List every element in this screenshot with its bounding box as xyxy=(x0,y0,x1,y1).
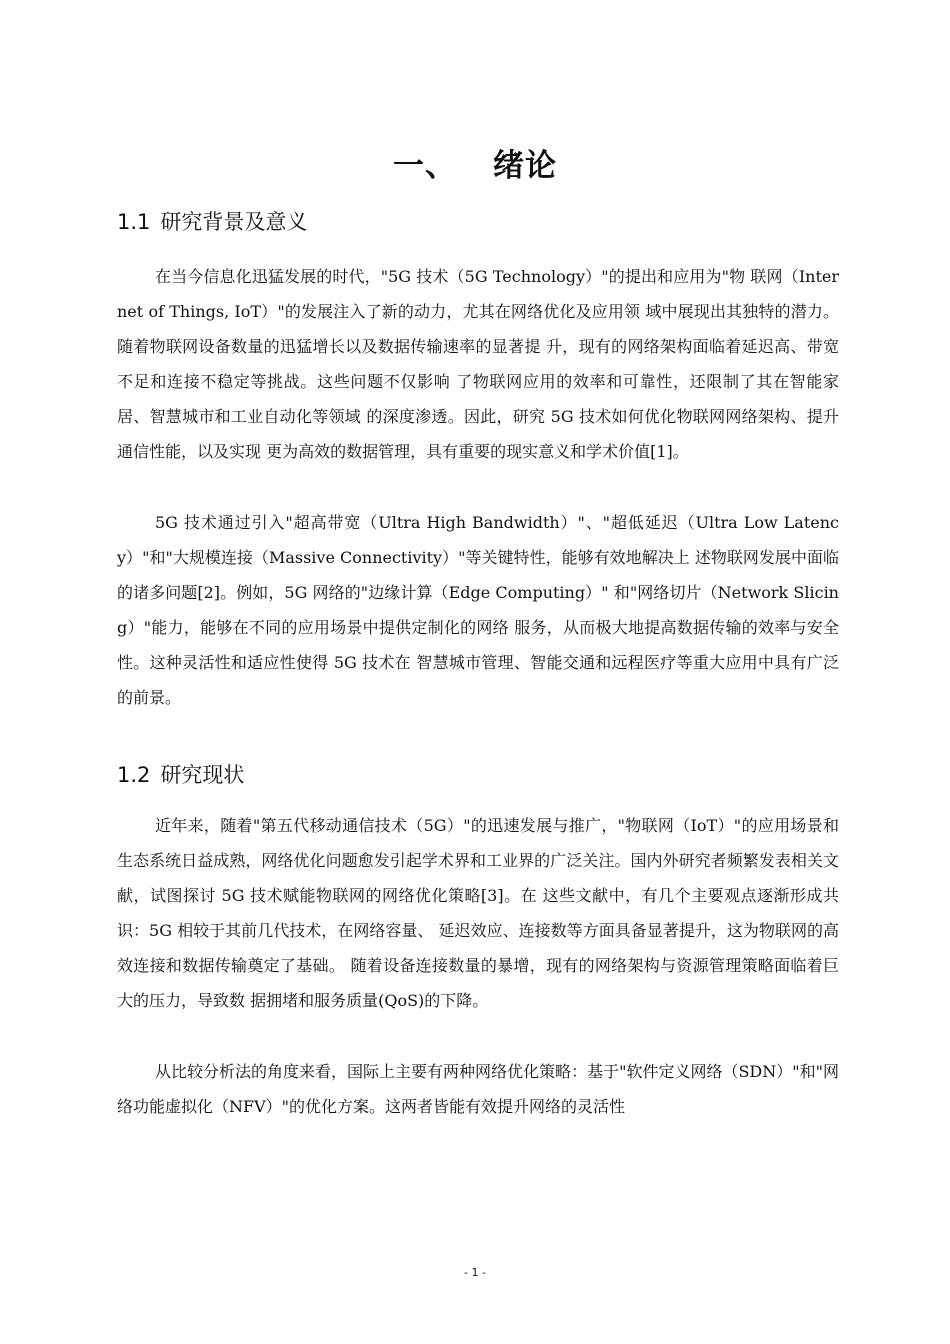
section-heading-1-2 xyxy=(117,759,244,789)
section-number: 1.1 xyxy=(117,210,151,234)
paragraph: 在当今信息化迅猛发展的时代，"5G 技术（5G Technology）"的提出和应用为"物 联网（Internet of Things, IoT）"的发展注入了新的动力，尤其在网络优化及应用领 域中展现出其独特的潜力。随着物联网设备数量的迅猛增长以及数据传输速率的显著提 升，现有的网络架构面临着延迟高、带宽不足和连接不稳定等挑战。这些问题不仅影响 了物联网应用的效率和可靠性，还限制了其在智能家居、智慧城市和工业自动化等领域 的深度渗透。因此，研究 5G 技术如何优化物联网网络架构、提升通信性能，以及实现 更为高效的数据管理，具有重要的现实意义和学术价值[1]。 xyxy=(117,267,839,461)
paragraph: 近年来，随着"第五代移动通信技术（5G）"的迅速发展与推广，"物联网（IoT）"的应用场景和生态系统日益成熟，网络优化问题愈发引起学术界和工业界的广泛关注。国内外研究者频繁发表相关文献，试图探讨 5G 技术赋能物联网的网络优化策略[3]。在 这些文献中，有几个主要观点逐渐形成共识：5G 相较于其前几代技术，在网络容量、 延迟效应、连接数等方面具备显著提升，这为物联网的高效连接和数据传输奠定了基础。 随着设备连接数量的暴增，现有的网络架构与资源管理策略面临着巨大的压力，导致数 据拥堵和服务质量(QoS)的下降。 xyxy=(117,816,839,1010)
chapter-title-text: 绪论 xyxy=(493,148,557,184)
section-heading-1-1 xyxy=(117,206,307,236)
page-number: - 1 - xyxy=(464,1266,486,1279)
section-title: 研究现状 xyxy=(160,763,245,787)
chapter-number: 一、 xyxy=(393,148,457,184)
chapter-title xyxy=(0,140,950,185)
paragraph: 从比较分析法的角度来看，国际上主要有两种网络优化策略：基于"软件定义网络（SDN）"和"网络功能虚拟化（NFV）"的优化方案。这两者皆能有效提升网络的灵活性 xyxy=(117,1062,839,1116)
section-title: 研究背景及意义 xyxy=(160,210,308,234)
section-number: 1.2 xyxy=(117,763,151,787)
paragraph: 5G 技术通过引入"超高带宽（Ultra High Bandwidth）"、"超低延迟（Ultra Low Latency）"和"大规模连接（Massive Connectivity）"等关键特性，能够有效地解决上 述物联网发展中面临的诸多问题[2]。例如，5G 网络的"边缘计算（Edge Computing）" 和"网络切片（Network Slicing）"能力，能够在不同的应用场景中提供定制化的网络 服务，从而极大地提高数据传输的效率与安全性。这种灵活性和适应性使得 5G 技术在 智慧城市管理、智能交通和远程医疗等重大应用中具有广泛的前景。 xyxy=(117,513,839,707)
